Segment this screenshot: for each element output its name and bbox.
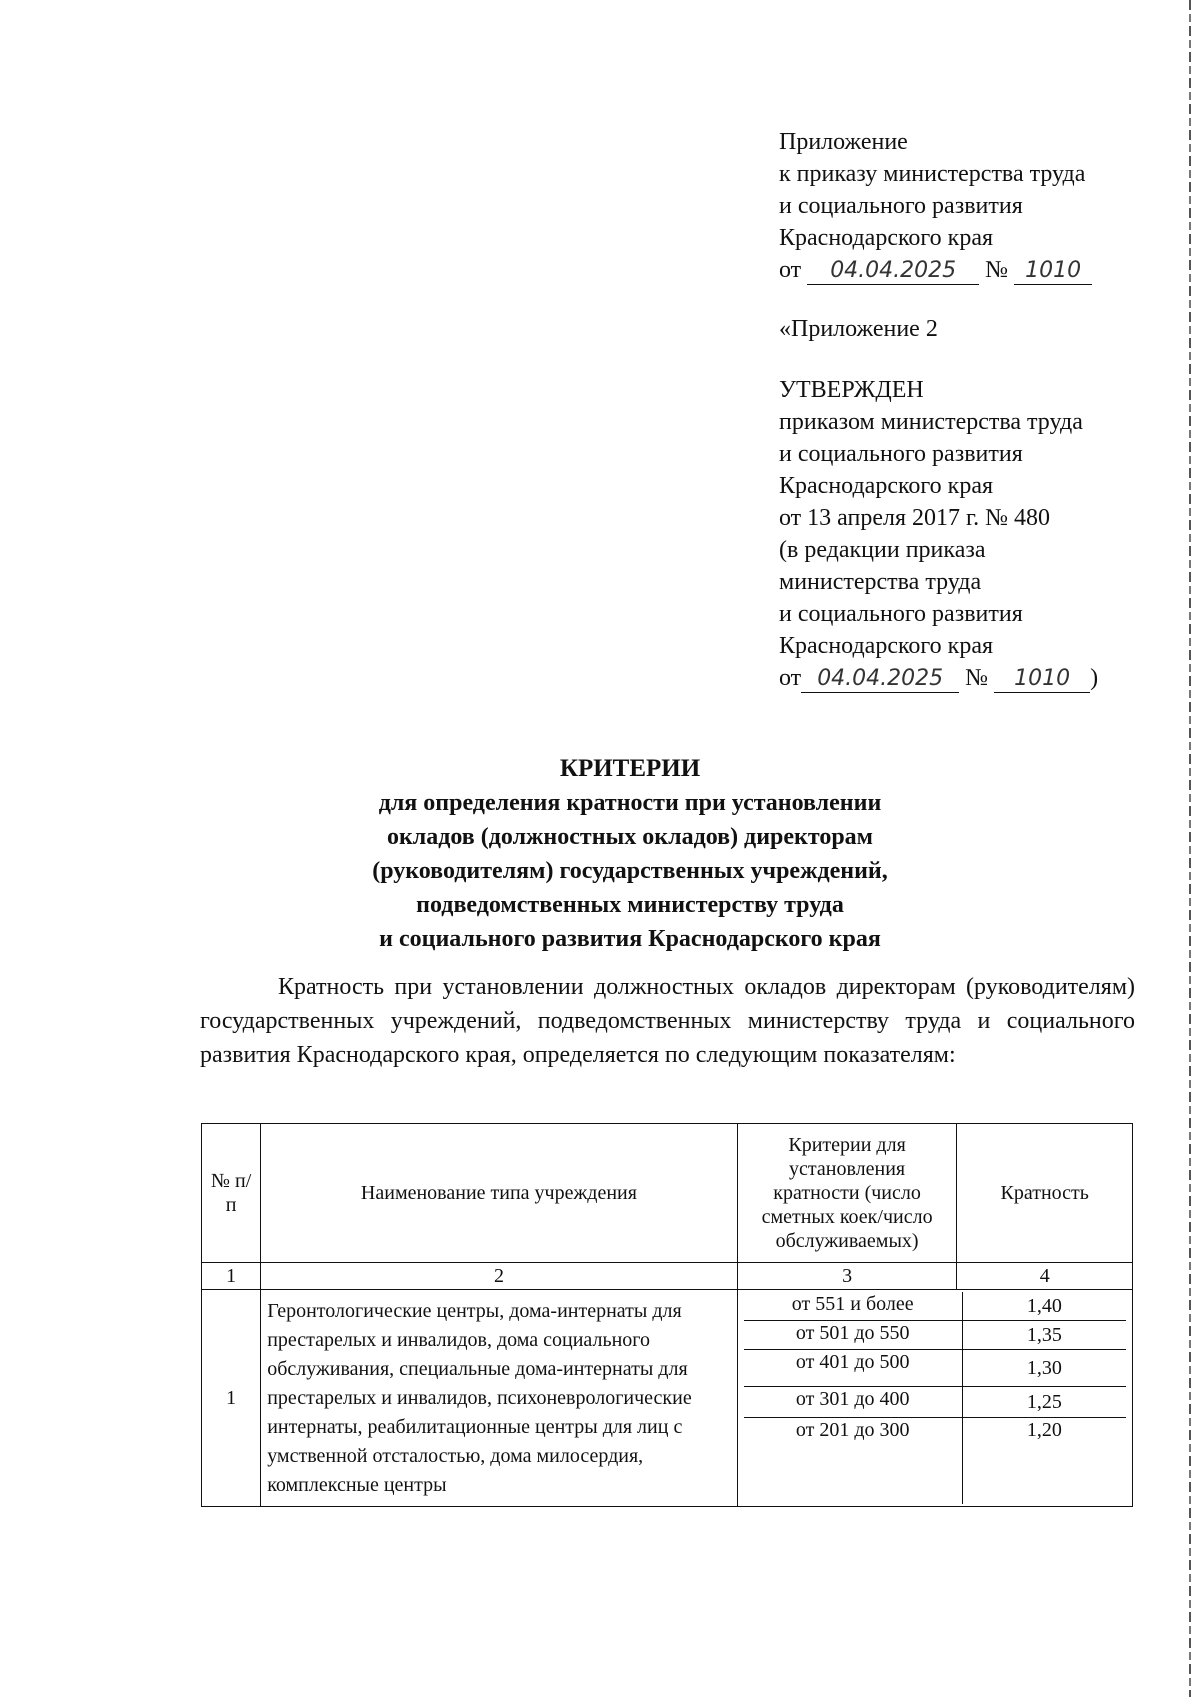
number-prefix: № <box>985 257 1009 283</box>
criteria-value: 1,30 <box>1026 1357 1062 1379</box>
approved-line: и социального развития <box>779 441 1023 467</box>
criteria-sub-row <box>744 1321 1126 1350</box>
appendix-header <box>779 126 1179 286</box>
criteria-sub-row <box>744 1292 1126 1321</box>
criteria-table <box>201 1123 1133 1507</box>
criteria-range: от 201 до 300 <box>744 1418 963 1504</box>
approved-block <box>779 374 1179 694</box>
column-index: 4 <box>957 1263 1133 1290</box>
handwritten-number: 1010 <box>1014 258 1092 285</box>
approved-date-line <box>779 662 1179 694</box>
title-line: для определения кратности при установлении <box>378 790 882 816</box>
criteria-value: 1,40 <box>1026 1295 1062 1317</box>
date-prefix: от <box>779 665 802 691</box>
handwritten-date: 04.04.2025 <box>807 258 979 285</box>
appendix-header-line: к приказу министерства труда <box>779 161 1086 187</box>
appendix-2-label <box>779 313 1179 345</box>
approved-line: (в редакции приказа <box>779 537 986 563</box>
criteria-range: от 551 и более <box>744 1292 963 1320</box>
criteria-sub-row <box>744 1350 1126 1387</box>
appendix-header-line: и социального развития <box>779 193 1023 219</box>
column-index: 1 <box>202 1263 261 1290</box>
number-prefix: № <box>965 665 989 691</box>
appendix-header-line: Приложение <box>779 129 908 155</box>
criteria-sub-row <box>744 1387 1126 1418</box>
approved-line: и социального развития <box>779 601 1023 627</box>
criteria-value: 1,35 <box>1026 1324 1062 1346</box>
row-num: 1 <box>202 1290 261 1507</box>
criteria-sub-row <box>744 1418 1126 1504</box>
appendix-header-line: Краснодарского края <box>779 225 994 251</box>
title-main: КРИТЕРИИ <box>559 755 701 782</box>
table-row <box>202 1290 1133 1507</box>
handwritten-number: 1010 <box>994 666 1090 693</box>
table-header-row <box>202 1124 1133 1263</box>
title-line: окладов (должностных окладов) директорам <box>386 824 874 850</box>
approved-line: Краснодарского края <box>779 633 994 659</box>
header-num: № п/п <box>202 1124 261 1263</box>
title-line: (руководителям) государственных учреждений, <box>372 858 888 884</box>
criteria-value: 1,25 <box>1026 1391 1062 1413</box>
approved-line: от 13 апреля 2017 г. № 480 <box>779 505 1051 531</box>
date-prefix: от <box>779 257 802 283</box>
row-name: Геронтологические центры, дома-интернаты для престарелых и инвалидов, дома социального обслуживания, специальные дома-интернаты для престарелых и инвалидов, психоневрологические интернаты, реабилитационные центры для лиц с умственной отсталостью, дома милосердия, комплексные центры <box>261 1290 738 1507</box>
criteria-subtable <box>737 1290 1132 1507</box>
header-criteria: Критерии для установления кратности (число сметных коек/число обслуживаемых) <box>737 1124 957 1263</box>
approved-line: Краснодарского края <box>779 473 994 499</box>
column-index: 3 <box>737 1263 957 1290</box>
appendix-date-line <box>779 254 1179 286</box>
approved-line: приказом министерства труда <box>779 409 1083 435</box>
title-line: подведомственных министерству труда <box>416 892 844 918</box>
appendix-2-text: «Приложение 2 <box>779 316 938 342</box>
closing-paren: ) <box>1090 665 1099 691</box>
handwritten-date: 04.04.2025 <box>801 666 959 693</box>
criteria-value: 1,20 <box>1026 1419 1062 1441</box>
criteria-range: от 401 до 500 <box>744 1350 963 1386</box>
document-title <box>240 752 1020 956</box>
title-line: и социального развития Краснодарского края <box>379 926 881 952</box>
column-index-row <box>202 1263 1133 1290</box>
intro-paragraph: Кратность при установлении должностных окладов директорам (руководителям) государственных учреждений, подведомственных министерству труда и социального развития Краснодарского края, определяется по следующим показателям: <box>200 974 1135 1068</box>
approved-title: УТВЕРЖДЕН <box>779 377 924 403</box>
criteria-range: от 501 до 550 <box>744 1321 963 1349</box>
approved-line: министерства труда <box>779 569 982 595</box>
header-multiplicity: Кратность <box>957 1124 1133 1263</box>
criteria-range: от 301 до 400 <box>744 1387 963 1417</box>
column-index: 2 <box>261 1263 738 1290</box>
header-name: Наименование типа учреждения <box>261 1124 738 1263</box>
scan-edge-artifact <box>1189 0 1191 1697</box>
